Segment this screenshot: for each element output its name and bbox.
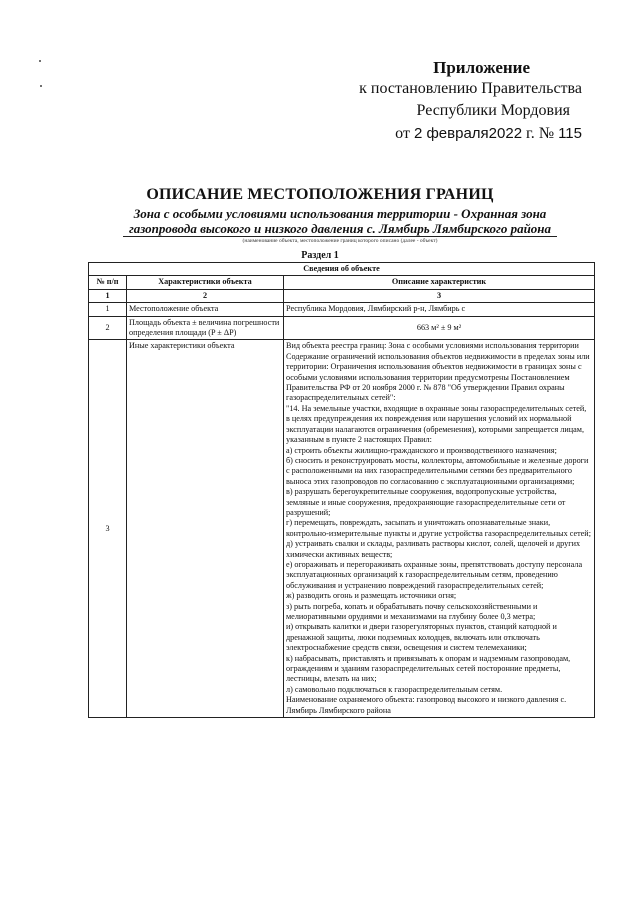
description-line: а) строить объекты жилищно-гражданского и производственного назначения; [286, 445, 557, 455]
description-line: в) разрушать берегоукрепительные сооружения, водопропускные устройства, земляные и иные сооружения, предохраняющие газораспределительные сети от разрушений; [286, 487, 566, 517]
index-2: 2 [127, 289, 284, 302]
description-line: к) набрасывать, приставлять и привязывать к опорам и надземным газопроводам, ограждениям и зданиям газораспределительных сетей посторонние предметы, лестницы, влезать на них; [286, 653, 571, 684]
row-characteristic: Площадь объекта ± величина погрешности определения площади (P ± ΔP) [127, 316, 284, 340]
description-line: д) устраивать свалки и склады, разливать растворы кислот, солей, щелочей и других химически активных веществ; [286, 539, 581, 559]
zone-name [90, 206, 590, 237]
object-info-table [88, 262, 595, 718]
object-caption: (наименование объекта, местоположение границ которого описано (далее - объект) [242, 238, 438, 244]
number-sign: № [538, 125, 555, 142]
table-row [89, 303, 595, 316]
col-header-description: Описание характеристик [284, 276, 595, 289]
description-line: Содержание ограничений использования объектов недвижимости в пределах зоны или территории: Ограничения использования объектов недвижимости в границах зоны с особыми условиями использования территории предусмотрены Постановлением Правительства РФ от 20 ноября 2000 г. № 878 "Об утверждении Правил охраны газораспределительных сетей": [286, 351, 590, 403]
appendix-title: Приложение [433, 58, 530, 77]
scan-speck [39, 60, 41, 62]
col-header-number: № п/п [89, 276, 127, 289]
description-line: з) рыть погреба, копать и обрабатывать почву сельскохозяйственными и мелиоративными орудиями и механизмами на глубину более 0,3 метра; [286, 601, 538, 621]
description-line: е) огораживать и перегораживать охранные зоны, препятствовать доступу персонала эксплуатационных организаций к газораспределительным сетям, проведению обслуживания и устранению повреждений газораспределительных сетей; [286, 559, 583, 590]
document-title: ОПИСАНИЕ МЕСТОПОЛОЖЕНИЯ ГРАНИЦ [146, 186, 494, 203]
date-prefix: от [395, 125, 410, 142]
description-line: и) открывать калитки и двери газорегуляторных пунктов, станций катодной и дренажной защиты, люки подземных колодцев, включать или отключать электроснабжение средств связи, освещения и систем телемеханики; [286, 622, 557, 653]
row-value: Республика Мордовия, Лямбирский р-н, Лямбирь с [284, 303, 595, 316]
description-line: Вид объекта реестра границ: Зона с особыми условиями использования территории [286, 341, 579, 351]
index-3: 3 [284, 289, 595, 302]
date-value: 2 февраля2022 [413, 125, 523, 142]
description-line: б) сносить и реконструировать мосты, коллекторы, автомобильные и железные дороги с расположенными на них газораспределительными сетями без предварительного выноса этих газопроводов по согласованию с эксплуатационными организациями; [286, 455, 589, 486]
row-characteristic: Местоположение объекта [127, 303, 284, 316]
table-row [89, 316, 595, 340]
zone-name-line-1: Зона с особыми условиями использования территории - Охранная зона [133, 206, 547, 221]
table-row [89, 340, 595, 718]
section-heading: Раздел 1 [301, 250, 339, 261]
row-number: 1 [89, 303, 127, 316]
zone-name-line-2: газопровода высокого и низкого давления с. Лямбирь Лямбирского района [123, 221, 557, 237]
row-number: 3 [89, 340, 127, 718]
table-index-row [89, 289, 595, 302]
row-value: 663 м² ± 9 м² [284, 316, 595, 340]
table-title: Сведения об объекте [89, 263, 595, 276]
table-header-row [89, 276, 595, 289]
description-line: л) самовольно подключаться к газораспределительным сетям. [286, 684, 503, 694]
number-value: 115 [558, 125, 582, 142]
year-suffix: г. [526, 125, 535, 142]
index-1: 1 [89, 289, 127, 302]
appendix-line-2: Республики Мордовия [416, 102, 570, 119]
description-line: ж) разводить огонь и размещать источники огня; [286, 591, 457, 601]
appendix-block [282, 58, 582, 146]
col-header-characteristic: Характеристики объекта [127, 276, 284, 289]
row-characteristic: Иные характеристики объекта [127, 340, 284, 718]
description-line: "14. На земельные участки, входящие в охранные зоны газораспределительных сетей, в целях предупреждения их повреждения или нарушения условий их нормальной эксплуатации налагаются ограничения (обременения), которыми запрещается лицам, указанным в пункте 2 настоящих Правил: [286, 403, 587, 445]
appendix-date-line [282, 122, 582, 146]
description-line: г) перемещать, повреждать, засыпать и уничтожать опознавательные знаки, контрольно-измерительные пункты и другие устройства газораспределительных сетей; [286, 518, 591, 538]
description-line: Наименование охраняемого объекта: газопровод высокого и низкого давления с. Лямбирь Лямбирского района [286, 695, 567, 715]
row-number: 2 [89, 316, 127, 340]
appendix-line-1: к постановлению Правительства [359, 80, 582, 97]
row-description [284, 340, 595, 718]
scan-speck [40, 85, 42, 87]
table-title-row [89, 263, 595, 276]
